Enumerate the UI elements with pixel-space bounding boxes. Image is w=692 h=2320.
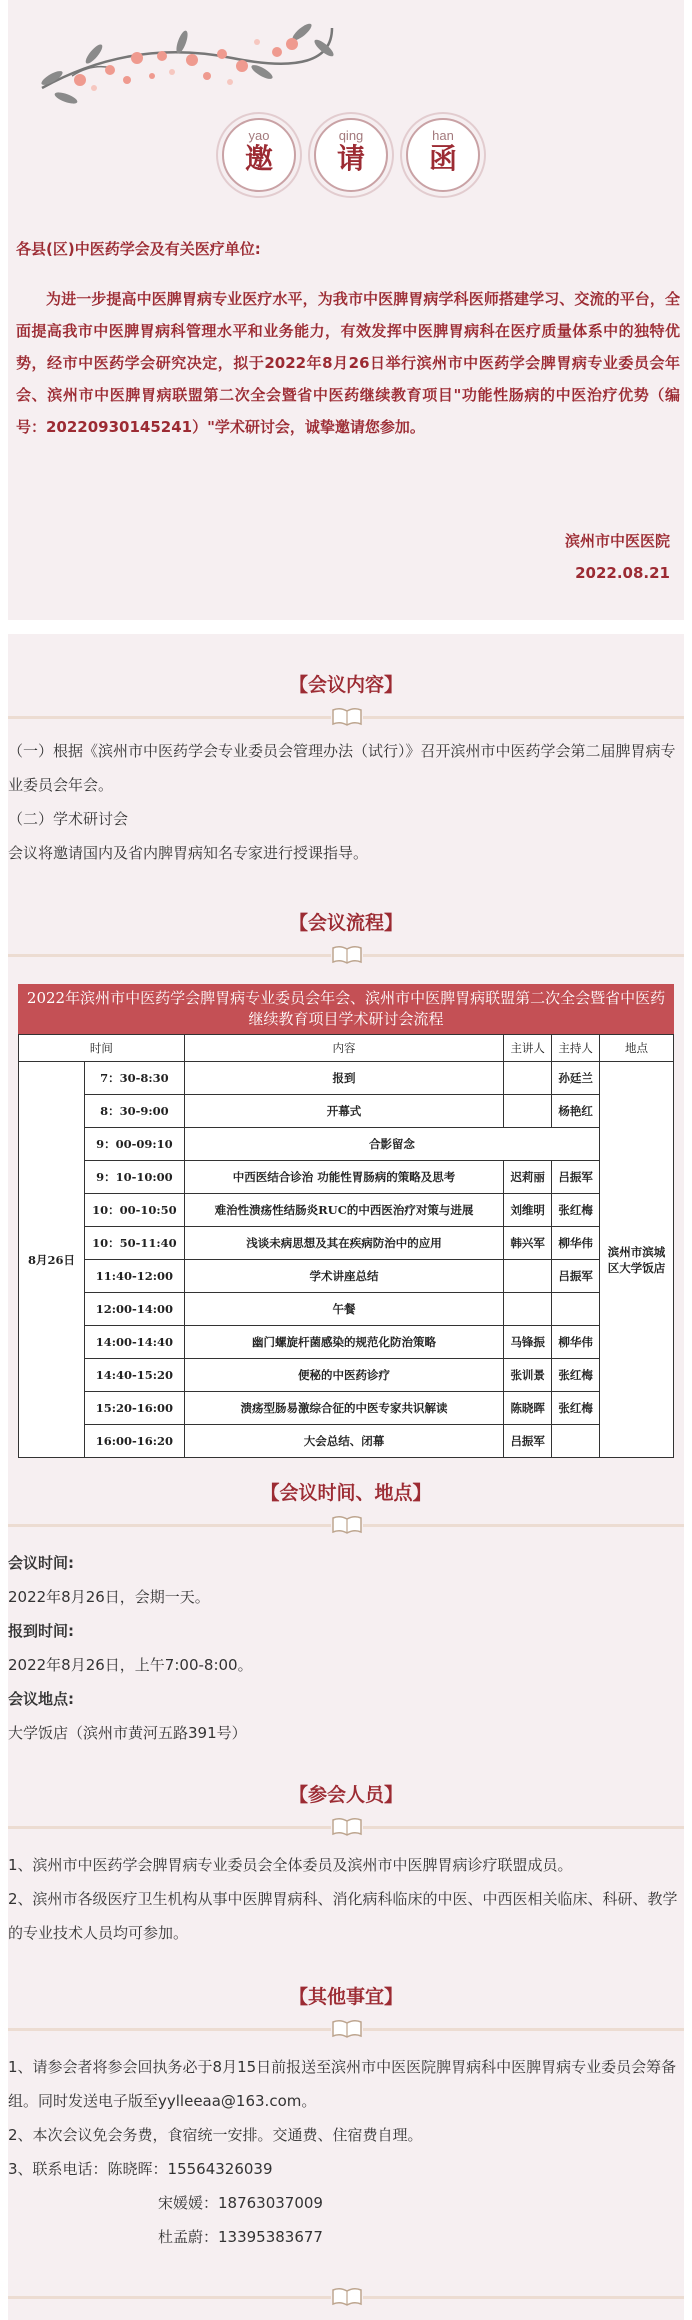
time-cell: 8：30-9:00 — [84, 1095, 184, 1128]
speaker-cell: 陈晓晖 — [504, 1392, 552, 1425]
location-cell: 滨州市滨城区大学饭店 — [600, 1062, 674, 1458]
meeting-time-label: 会议时间: — [8, 1554, 74, 1572]
time-cell: 9：10-10:00 — [84, 1161, 184, 1194]
meeting-place-label: 会议地点: — [8, 1690, 74, 1708]
table-row — [19, 1425, 674, 1458]
time-cell: 7：30-8:30 — [84, 1062, 184, 1095]
content-cell: 难治性溃疡性结肠炎RUC的中西医治疗对策与进展 — [184, 1194, 503, 1227]
other-item-2: 2、本次会议免会务费，食宿统一安排。交通费、住宿费自理。 — [8, 2126, 423, 2144]
content-cell: 大会总结、闭幕 — [184, 1425, 503, 1458]
schedule-table-title: 2022年滨州市中医药学会脾胃病专业委员会年会、滨州市中医脾胃病联盟第二次全会暨省中医药继续教育项目学术研讨会流程 — [18, 984, 674, 1034]
speaker-cell: 张训景 — [504, 1359, 552, 1392]
meeting-place-value: 大学饭店（滨州市黄河五路391号） — [8, 1724, 247, 1742]
host-cell — [552, 1425, 600, 1458]
content-cell: 浅谈未病思想及其在疾病防治中的应用 — [184, 1227, 503, 1260]
book-divider — [8, 1816, 684, 1838]
table-row — [19, 1128, 674, 1161]
book-divider — [8, 2286, 684, 2308]
flower-branch-decoration — [32, 18, 342, 114]
book-divider — [8, 2018, 684, 2040]
content-cell: 中西医结合诊治 功能性胃肠病的策略及思考 — [184, 1161, 503, 1194]
content-item-3: 会议将邀请国内及省内脾胃病知名专家进行授课指导。 — [8, 844, 369, 862]
header-content: 内容 — [184, 1035, 503, 1062]
time-cell: 10：00-10:50 — [84, 1194, 184, 1227]
pinyin-yao: yao — [248, 128, 270, 143]
book-divider — [8, 1514, 684, 1536]
pinyin-han: han — [432, 128, 454, 143]
invite-char-han — [406, 118, 480, 192]
time-cell: 10：50-11:40 — [84, 1227, 184, 1260]
content-cell: 报到 — [184, 1062, 503, 1095]
schedule-table — [18, 1034, 674, 1458]
header-speaker: 主讲人 — [504, 1035, 552, 1062]
section-title-other: 【其他事宜】 — [288, 1986, 403, 2008]
speaker-cell: 马锋振 — [504, 1326, 552, 1359]
invitation-card — [8, 0, 684, 620]
speaker-cell — [504, 1062, 552, 1095]
content-cell: 幽门螺旋杆菌感染的规范化防治策略 — [184, 1326, 503, 1359]
book-icon — [330, 2286, 364, 2308]
attendees-item-2: 2、滨州市各级医疗卫生机构从事中医脾胃病科、消化病科临床的中医、中西医相关临床、科研、教学的专业技术人员均可参加。 — [8, 1890, 678, 1942]
content-item-2: （二）学术研讨会 — [8, 810, 129, 828]
host-cell: 柳华伟 — [552, 1227, 600, 1260]
attendees-item-1: 1、滨州市中医药学会脾胃病专业委员会全体委员及滨州市中医脾胃病诊疗联盟成员。 — [8, 1856, 573, 1874]
content-cell: 溃疡型肠易激综合征的中医专家共识解读 — [184, 1392, 503, 1425]
speaker-cell: 刘维明 — [504, 1194, 552, 1227]
speaker-cell — [504, 1293, 552, 1326]
book-icon — [330, 944, 364, 966]
other-item-5: 杜孟蔚：13395383677 — [158, 2228, 323, 2246]
header-host: 主持人 — [552, 1035, 600, 1062]
other-item-4: 宋媛媛：18763037009 — [158, 2194, 323, 2212]
meeting-time-value: 2022年8月26日，会期一天。 — [8, 1588, 210, 1606]
time-cell: 14:40-15:20 — [84, 1359, 184, 1392]
speaker-cell — [504, 1260, 552, 1293]
book-icon — [330, 1514, 364, 1536]
signer: 滨州市中医医院 — [564, 532, 670, 550]
table-row — [19, 1161, 674, 1194]
content-item-1: （一）根据《滨州市中医药学会专业委员会管理办法（试行）》召开滨州市中医药学会第二届脾胃病专业委员会年会。 — [8, 742, 676, 794]
sign-date: 2022.08.21 — [575, 564, 670, 582]
table-row — [19, 1293, 674, 1326]
invite-char-yao — [222, 118, 296, 192]
table-row — [19, 1260, 674, 1293]
checkin-time-label: 报到时间: — [8, 1622, 74, 1640]
host-cell: 张红梅 — [552, 1359, 600, 1392]
checkin-time-value: 2022年8月26日，上午7:00-8:00。 — [8, 1656, 253, 1674]
section-title-content: 【会议内容】 — [288, 674, 403, 696]
speaker-cell — [504, 1095, 552, 1128]
book-divider — [8, 944, 684, 966]
section-title-attendees: 【参会人员】 — [288, 1784, 403, 1806]
time-cell: 15:20-16:00 — [84, 1392, 184, 1425]
host-cell: 张红梅 — [552, 1392, 600, 1425]
content-cell: 午餐 — [184, 1293, 503, 1326]
time-cell: 14:00-14:40 — [84, 1326, 184, 1359]
content-cell: 便秘的中医药诊疗 — [184, 1359, 503, 1392]
salutation: 各县(区)中医药学会及有关医疗单位: — [16, 240, 261, 258]
host-cell — [552, 1293, 600, 1326]
time-cell: 9：00-09:10 — [84, 1128, 184, 1161]
table-header-row — [19, 1035, 674, 1062]
book-icon — [330, 1816, 364, 1838]
other-item-1: 1、请参会者将参会回执务必于8月15日前报送至滨州市中医医院脾胃病科中医脾胃病专业委员会筹备组。同时发送电子版至yylleeaa@163.com。 — [8, 2058, 677, 2110]
hanzi-yao: 邀 — [244, 142, 273, 175]
speaker-cell: 迟莉丽 — [504, 1161, 552, 1194]
book-icon — [330, 706, 364, 728]
pinyin-qing: qing — [338, 128, 364, 143]
date-cell: 8月26日 — [19, 1062, 85, 1458]
time-cell: 12:00-14:00 — [84, 1293, 184, 1326]
table-row — [19, 1359, 674, 1392]
host-cell: 杨艳红 — [552, 1095, 600, 1128]
content-cell: 开幕式 — [184, 1095, 503, 1128]
invitation-body: 为进一步提高中医脾胃病专业医疗水平，为我市中医脾胃病学科医师搭建学习、交流的平台，全面提高我市中医脾胃病科管理水平和业务能力，有效发挥中医脾胃病科在医疗质量体系中的独特优势，经市中医药学会研究决定，拟于2022年8月26日举行滨州市中医药学会脾胃病专业委员会年会、滨州市中医脾胃病联盟第二次全会暨省中医药继续教育项目"功能性肠病的中医治疗优势（编号：20220930145241）"学术研讨会，诚挚邀请您参加。 — [16, 290, 680, 436]
time-cell: 16:00-16:20 — [84, 1425, 184, 1458]
header-location: 地点 — [600, 1035, 674, 1062]
time-cell: 11:40-12:00 — [84, 1260, 184, 1293]
speaker-cell: 韩兴军 — [504, 1227, 552, 1260]
host-cell: 张红梅 — [552, 1194, 600, 1227]
table-row — [19, 1392, 674, 1425]
content-cell: 学术讲座总结 — [184, 1260, 503, 1293]
hanzi-qing: 请 — [336, 142, 365, 175]
table-row — [19, 1227, 674, 1260]
section-title-flow: 【会议流程】 — [288, 912, 403, 934]
schedule-table-wrapper — [18, 984, 674, 1458]
host-cell: 孙廷兰 — [552, 1062, 600, 1095]
speaker-cell: 吕振军 — [504, 1425, 552, 1458]
host-cell: 柳华伟 — [552, 1326, 600, 1359]
book-divider — [8, 706, 684, 728]
table-row — [19, 1326, 674, 1359]
table-row — [19, 1095, 674, 1128]
invite-char-qing — [314, 118, 388, 192]
host-cell: 吕振军 — [552, 1161, 600, 1194]
book-icon — [330, 2018, 364, 2040]
table-row — [19, 1194, 674, 1227]
section-title-timeplace: 【会议时间、地点】 — [260, 1482, 432, 1504]
other-item-3: 3、联系电话：陈晓晖：15564326039 — [8, 2160, 273, 2178]
hanzi-han: 函 — [428, 142, 457, 175]
header-time: 时间 — [19, 1035, 185, 1062]
table-row — [19, 1062, 674, 1095]
content-cell: 合影留念 — [184, 1128, 599, 1161]
host-cell: 吕振军 — [552, 1260, 600, 1293]
